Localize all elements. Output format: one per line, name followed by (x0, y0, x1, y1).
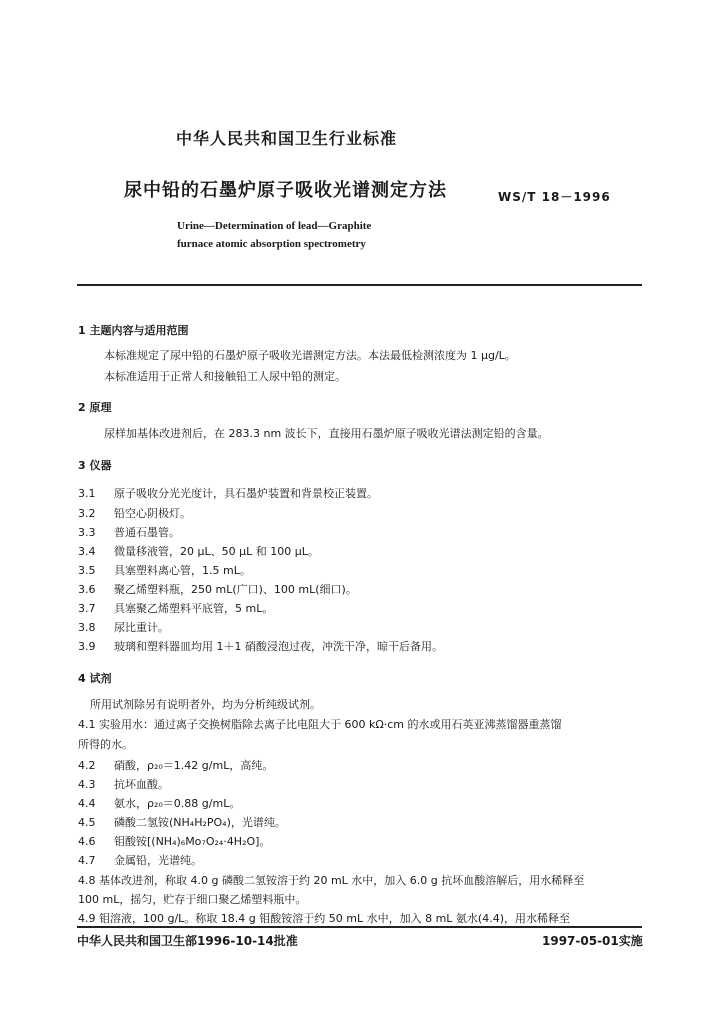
item-number: 4.2 (78, 759, 96, 772)
item-text: 铅空心阴极灯。 (114, 507, 191, 520)
effective-date: 1997-05-01实施 (542, 934, 643, 948)
item-number: 3.8 (78, 621, 96, 634)
section-1-heading: 1 主题内容与适用范围 (78, 324, 189, 337)
item-number: 4.3 (78, 778, 96, 791)
list-item (78, 485, 378, 501)
section-3-heading: 3 仪器 (78, 459, 112, 472)
item-number: 3.9 (78, 640, 96, 653)
item-text: 钼酸铵[(NH₄)₆Mo₇O₂₄·4H₂O]。 (114, 835, 271, 848)
list-item (78, 505, 191, 521)
item-number: 3.3 (78, 526, 96, 539)
item-number: 4.6 (78, 835, 96, 848)
item-number: 3.4 (78, 545, 96, 558)
item-text: 微量移液管，20 μL、50 μL 和 100 μL。 (114, 545, 319, 558)
list-item (78, 776, 169, 792)
item-4-9-line-1: 4.9 钼溶液，100 g/L。称取 18.4 g 钼酸铵溶于约 50 mL 水中，加入 8 mL 氨水(4.4)，用水稀释至 (78, 912, 571, 925)
header-divider (77, 284, 642, 286)
item-text: 抗坏血酸。 (114, 778, 169, 791)
section-1-paragraph-2: 本标准适用于正常人和接触铅工人尿中铅的测定。 (104, 370, 346, 383)
list-item (78, 638, 443, 654)
standard-code: WS/T 18－1996 (498, 190, 611, 204)
list-item (78, 619, 169, 635)
item-text: 硝酸，ρ₂₀＝1.42 g/mL，高纯。 (114, 759, 274, 772)
list-item (78, 543, 319, 559)
item-4-8-line-1: 4.8 基体改进剂，称取 4.0 g 磷酸二氢铵溶于约 20 mL 水中，加入 6.0 g 抗坏血酸溶解后，用水稀释至 (78, 874, 585, 887)
list-item (78, 833, 270, 849)
item-4-1-line-2: 所得的水。 (78, 738, 133, 751)
item-text: 原子吸收分光光度计，具石墨炉装置和背景校正装置。 (114, 487, 378, 500)
list-item (78, 600, 273, 616)
english-title-line-1: Urine—Determination of lead—Graphite (177, 220, 372, 232)
list-item (78, 814, 286, 830)
section-2-paragraph: 尿样加基体改进剂后，在 283.3 nm 波长下，直接用石墨炉原子吸收光谱法测定铅的含量。 (104, 427, 549, 440)
item-text: 具塞塑料离心管，1.5 mL。 (114, 564, 251, 577)
item-number: 3.1 (78, 487, 96, 500)
section-4-heading: 4 试剂 (78, 672, 112, 685)
item-text: 具塞聚乙烯塑料平底管，5 mL。 (114, 602, 274, 615)
section-1-paragraph-1: 本标准规定了尿中铅的石墨炉原子吸收光谱测定方法。本法最低检测浓度为 1 μg/L。 (104, 349, 516, 362)
item-4-8-line-2: 100 mL，摇匀，贮存于细口聚乙烯塑料瓶中。 (78, 893, 307, 906)
item-text: 聚乙烯塑料瓶，250 mL(广口)、100 mL(细口)。 (114, 583, 357, 596)
list-item (78, 757, 273, 773)
list-item (78, 562, 251, 578)
item-number: 3.5 (78, 564, 96, 577)
item-number: 4.7 (78, 854, 96, 867)
footer-divider (77, 926, 642, 928)
list-item (78, 795, 240, 811)
item-number: 3.7 (78, 602, 96, 615)
section-4-intro: 所用试剂除另有说明者外，均为分析纯级试剂。 (90, 698, 321, 711)
standard-type-heading: 中华人民共和国卫生行业标准 (176, 129, 398, 148)
item-text: 普通石墨管。 (114, 526, 180, 539)
item-number: 3.2 (78, 507, 96, 520)
list-item (78, 524, 180, 540)
document-title: 尿中铅的石墨炉原子吸收光谱测定方法 (124, 180, 447, 201)
item-number: 4.5 (78, 816, 96, 829)
item-number: 3.6 (78, 583, 96, 596)
approval-line: 中华人民共和国卫生部1996-10-14批准 (77, 934, 298, 948)
item-text: 玻璃和塑料器皿均用 1＋1 硝酸浸泡过夜，冲洗干净，晾干后备用。 (114, 640, 443, 653)
item-text: 氨水，ρ₂₀＝0.88 g/mL。 (114, 797, 241, 810)
item-text: 金属铅，光谱纯。 (114, 854, 202, 867)
item-4-1-line-1: 4.1 实验用水：通过离子交换树脂除去离子比电阻大于 600 kΩ·cm 的水或用石英亚沸蒸馏器重蒸馏 (78, 718, 562, 731)
section-2-heading: 2 原理 (78, 401, 112, 414)
list-item (78, 581, 357, 597)
list-item (78, 852, 202, 868)
item-text: 尿比重计。 (114, 621, 169, 634)
item-text: 磷酸二氢铵(NH₄H₂PO₄)，光谱纯。 (114, 816, 286, 829)
english-title-line-2: furnace atomic absorption spectrometry (177, 238, 366, 250)
item-number: 4.4 (78, 797, 96, 810)
